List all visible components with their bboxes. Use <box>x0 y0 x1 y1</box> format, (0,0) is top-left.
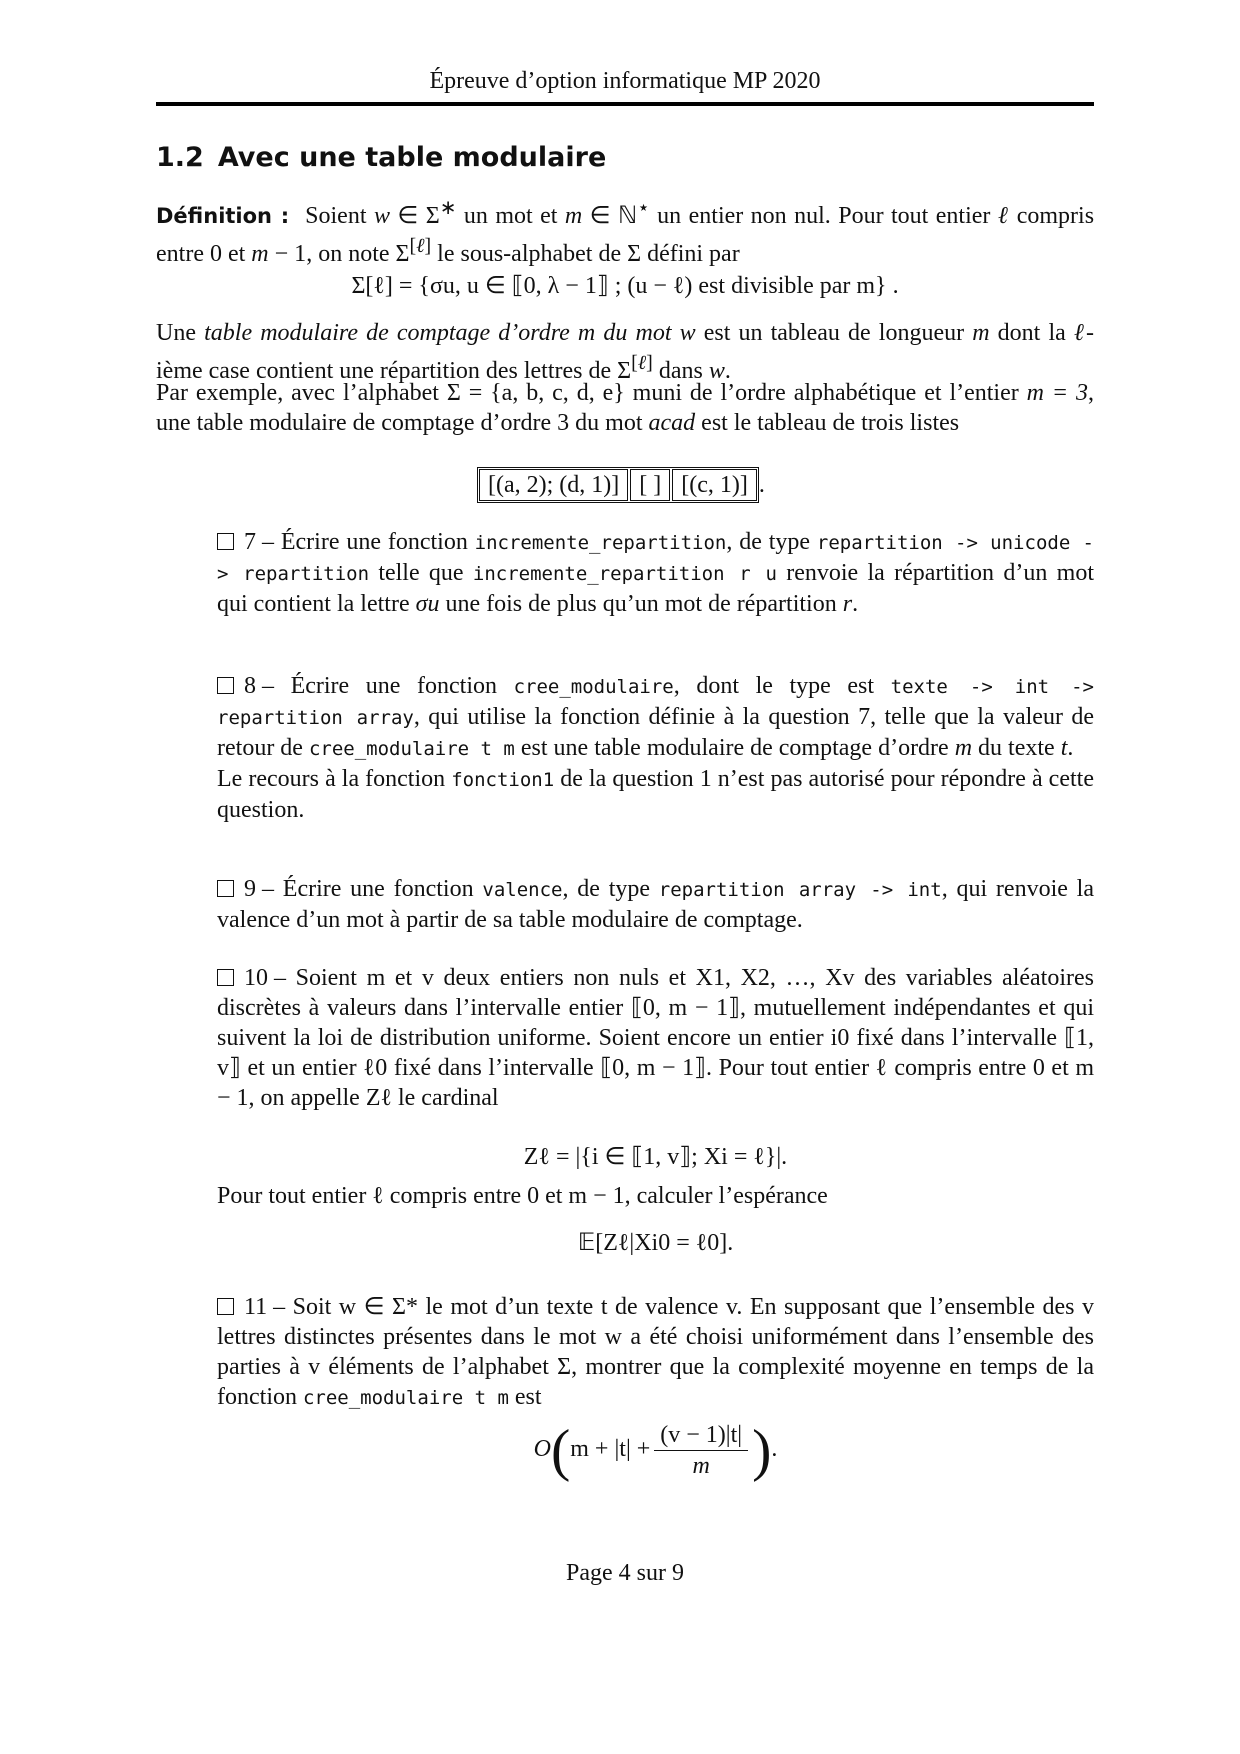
example-paragraph: Par exemple, avec l’alphabet Σ = {a, b, c, d, e} muni de l’ordre alphabétique et l’entier m = 3, une table modulaire de comptage d’ordre 3 du mot acad est le tableau de trois listes <box>156 380 1094 436</box>
section-number: 1.2 <box>156 142 204 173</box>
question-7: 7 – Écrire une fonction incremente_repartition, de type repartition -> unicode -> repartition telle que incremente_repartition r u renvoie la répartition d’un mot qui contient la lettre σu une fois de plus qu’un mot de répartition r. <box>217 529 1094 617</box>
definition-label: Définition : <box>156 204 290 228</box>
question-number: 8 <box>244 673 256 699</box>
checkbox-icon <box>217 677 234 694</box>
question-10-formula-2: 𝔼[Zℓ|Xi0 = ℓ0]. <box>577 1230 734 1256</box>
question-number: 7 <box>244 529 256 555</box>
modular-table-paragraph: Une table modulaire de comptage d’ordre m du mot w est un tableau de longueur m dont la ℓ-ième case contient une répartition des lettres de Σ[ℓ] dans w. <box>156 320 1094 384</box>
table-cell: [ ] <box>630 469 670 501</box>
question-11-formula: O(m + |t| + $\frac{(v - 1)|t|}{m}$ ). <box>533 1417 778 1483</box>
header-rule <box>156 102 1094 106</box>
page-footer: Page 4 sur 9 <box>566 1560 684 1586</box>
question-10-formula-1: Zℓ = |{i ∈ ⟦1, v⟧; Xi = ℓ}|. <box>523 1144 788 1170</box>
question-9: 9 – Écrire une fonction valence, de type repartition array -> int, qui renvoie la valence d’un mot à partir de sa table modulaire de comptage. <box>217 876 1094 933</box>
definition-formula: Σ[ℓ] = {σu, u ∈ ⟦0, λ − 1⟧ ; (u − ℓ) est divisible par m} . <box>351 273 899 299</box>
question-8: 8 – Écrire une fonction cree_modulaire, dont le type est texte -> int -> repartition array, qui utilise la fonction définie à la question 7, telle que la valeur de retour de cree_modulaire t m est une table modulaire de comptage d’ordre m du texte t. Le recours à la fonction fonction1 de la question 1 n’est pas autorisé pour répondre à cette question. <box>217 673 1094 823</box>
question-10-text-2: Pour tout entier ℓ compris entre 0 et m − 1, calculer l’espérance <box>217 1183 828 1209</box>
table-cell: [(c, 1)] <box>672 469 757 501</box>
section-title: Avec une table modulaire <box>217 142 607 173</box>
question-10: 10 – Soient m et v deux entiers non nuls et X1, X2, …, Xv des variables aléatoires discrètes à valeurs dans l’intervalle entier ⟦0, m − 1⟧, mutuellement indépendantes et qui suivent la loi de distribution uniforme. Soient encore un entier i0 fixé dans l’intervalle ⟦1, v⟧ et un entier ℓ0 fixé dans l’intervalle ⟦0, m − 1⟧. Pour tout entier ℓ compris entre 0 et m − 1, on appelle Zℓ le cardinal <box>217 965 1094 1111</box>
section-heading <box>156 142 606 173</box>
definition-paragraph: Définition : Soient w ∈ Σ∗ un mot et m ∈ ℕ⋆ un entier non nul. Pour tout entier ℓ compris entre 0 et m − 1, on note Σ[ℓ] le sous-alphabet de Σ défini par <box>156 197 1095 267</box>
fraction: $\frac{(v - 1)|t|}{m}$ <box>654 1420 748 1481</box>
question-number: 10 <box>244 965 268 991</box>
page-header: Épreuve d’option informatique MP 2020 <box>429 68 821 94</box>
checkbox-icon <box>217 969 234 986</box>
checkbox-icon <box>217 1298 234 1315</box>
checkbox-icon <box>217 880 234 897</box>
modular-table-example: [(a, 2); (d, 1)] [ ] [(c, 1)] . <box>477 467 765 503</box>
table-cell: [(a, 2); (d, 1)] <box>479 469 628 501</box>
checkbox-icon <box>217 533 234 550</box>
question-number: 9 <box>244 876 256 902</box>
question-number: 11 <box>244 1294 268 1320</box>
question-11: 11 – Soit w ∈ Σ* le mot d’un texte t de valence v. En supposant que l’ensemble des v lettres distinctes présentes dans le mot w a été choisi uniformément dans l’ensemble des parties à v éléments de l’alphabet Σ, montrer que la complexité moyenne en temps de la fonction cree_modulaire t m est <box>217 1294 1094 1410</box>
